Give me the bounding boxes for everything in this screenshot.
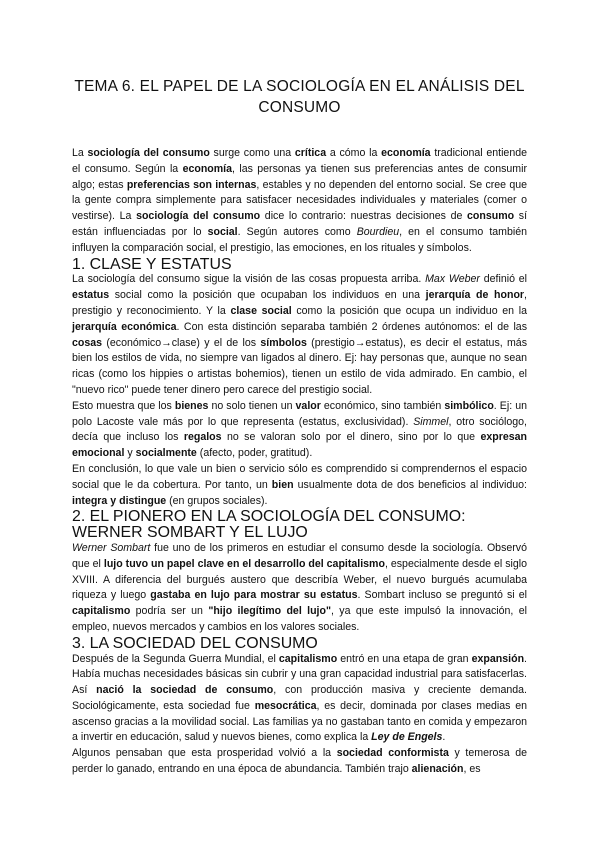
paragraph xyxy=(72,399,527,462)
bold-text: bien xyxy=(271,478,294,491)
bold-text: simbólico xyxy=(444,399,494,412)
bold-text: expresan emocional xyxy=(72,431,527,460)
bold-text: jerarquía de honor xyxy=(425,289,525,302)
paragraph xyxy=(72,462,527,509)
text-run: fue uno de los primeros en estudiar el consumo desde la sociología. Observó que el xyxy=(72,541,527,570)
text-run: a cómo la xyxy=(326,147,382,159)
text-run: , ya que este impulsó la innovación, el empleo, nuevos mercados y cambios en los valores sociales. xyxy=(72,605,527,633)
paragraph xyxy=(72,272,527,398)
text-run: podría ser un xyxy=(130,605,209,618)
bold-text: socialmente xyxy=(135,447,197,460)
bold-text: "hijo ilegítimo del lujo" xyxy=(208,605,331,618)
text-run: y temerosa de perder lo ganado, entrando en una época de abundancia. También trajo xyxy=(72,747,527,776)
bold-text: regalos xyxy=(183,431,222,444)
bold-text: gastaba en lujo para mostrar su estatus xyxy=(150,589,358,602)
text-run: , especialmente desde el siglo XVIII. A diferencia del burgués austero que describía Weber, el nuevo burgués acumulaba riqueza y luego xyxy=(72,557,527,602)
bold-text: economía xyxy=(381,147,431,159)
text-run: no se valoran solo por el dinero, sino por lo que xyxy=(221,431,481,444)
bold-text: capitalismo xyxy=(72,605,131,618)
section-heading xyxy=(72,636,527,652)
italic-text: Simmel xyxy=(413,415,449,428)
text-run: social como la posición que ocupaban los individuos en una xyxy=(109,289,426,302)
text-run: Después de la Segunda Guerra Mundial, el xyxy=(72,652,279,665)
text-run: , estables y no dependen del entorno social. Se cree que la gente compra simplemente para satisfacer necesidades individuales y materiales (comer o vestirse). La xyxy=(72,178,527,223)
bold-text: alienación xyxy=(411,763,464,776)
bold-text: bienes xyxy=(174,399,209,412)
bold-text: lujo tuvo un papel clave en el desarrollo del capitalismo xyxy=(103,557,385,570)
text-run: usualmente dota de dos beneficios al individuo: xyxy=(293,478,528,491)
bold-text: nació la sociedad de consumo xyxy=(96,684,274,697)
text-run: 3. LA SOCIEDAD DEL CONSUMO xyxy=(72,634,318,652)
page-title: TEMA 6. EL PAPEL DE LA SOCIOLOGÍA EN EL ANÁLISIS DEL CONSUMO xyxy=(74,78,525,116)
text-run: , es xyxy=(463,763,481,776)
text-run: . Según autores como xyxy=(237,225,357,238)
section-heading xyxy=(72,257,527,273)
italic-text: Max Weber xyxy=(425,273,480,286)
bold-text: mesocrática xyxy=(254,699,317,712)
bold-text: expansión xyxy=(471,652,525,665)
bold-text: jerarquía económica xyxy=(72,320,177,333)
bold-text: símbolos xyxy=(260,336,307,349)
bold-text: economía xyxy=(182,162,233,175)
text-run: como la posición que ocupa un individuo en la xyxy=(291,304,527,317)
paragraph xyxy=(72,652,527,747)
text-run: , otro sociólogo, decía que incluso los xyxy=(72,415,527,444)
text-run: (prestigio→estatus), es decir el estatus, más bien los estilos de vida, no siempre van ligados al dinero. Ej: hay personas que, aunque no sean ricas (como los hippies o artistas bohemios), tienen un estilo de vida admirado. En cambio, el "nuevo rico" puede tener dinero pero carece del prestigio social. xyxy=(72,336,527,396)
text-run: Algunos pensaban que esta prosperidad volvió a la xyxy=(72,747,337,760)
text-run: definió el xyxy=(479,273,528,286)
text-run: tradicional entiende el consumo. Según la xyxy=(72,147,528,175)
bold-text: Ley de Engels xyxy=(371,731,443,744)
text-run: y xyxy=(124,447,136,460)
text-run: . Con esta distinción separaba también 2 órdenes autónomos: el de las xyxy=(176,320,527,333)
text-run: no solo tienen un xyxy=(208,399,296,412)
text-run: La xyxy=(72,147,88,159)
italic-text: Werner Sombart xyxy=(72,541,151,554)
bold-text: sociedad conformista xyxy=(336,747,449,760)
text-run: , con producción masiva y creciente demanda. Sociológicamente, esta sociedad fue xyxy=(72,684,527,712)
bold-text: social xyxy=(207,225,238,238)
text-run: Esto muestra que los xyxy=(72,399,175,412)
text-run: , en el consumo también influyen la comparación social, el prestigio, las emociones, en los rituales y símbolos. xyxy=(72,225,528,254)
document-body xyxy=(72,146,527,778)
paragraph xyxy=(72,746,527,778)
text-run: . Había muchas necesidades básicas sin cubrir y una gran capacidad industrial para satisfacerlas. Así xyxy=(72,652,527,697)
bold-text: crítica xyxy=(294,147,327,159)
bold-text: capitalismo xyxy=(278,652,338,665)
text-run: La sociología del consumo sigue la visión de las cosas propuesta arriba. xyxy=(72,273,426,286)
text-run: , las personas ya tienen sus preferencias antes de consumir algo; estas xyxy=(72,162,527,191)
text-run: entró en una etapa de gran xyxy=(337,652,472,665)
bold-text: preferencias son internas xyxy=(126,178,257,191)
text-run: 2. EL PIONERO EN LA SOCIOLOGÍA DEL CONSUMO: WERNER SOMBART Y EL LUJO xyxy=(72,508,466,542)
bold-text: sociología del consumo xyxy=(136,210,261,223)
bold-text: clase social xyxy=(230,304,292,317)
bold-text: cosas xyxy=(72,336,103,349)
text-run: (afecto, poder, gratitud). xyxy=(196,447,313,460)
text-run: , es decir, dominada por clases medias en ascenso gracias a la movilidad social. Las familias ya no gastaban tanto en comida y empezaron a invertir en educación, salud y nuevos bienes, como explica la xyxy=(72,699,528,744)
section-heading xyxy=(72,509,527,541)
bold-text: integra y distingue xyxy=(72,494,167,507)
text-run: (en grupos sociales). xyxy=(166,494,268,507)
italic-text: Bourdieu xyxy=(356,225,400,238)
text-run: 1. CLASE Y ESTATUS xyxy=(72,255,232,273)
text-run: surge como una xyxy=(209,147,295,159)
text-run: sí están influenciadas por lo xyxy=(72,210,528,238)
bold-text: consumo xyxy=(467,210,515,223)
paragraph xyxy=(72,146,527,257)
text-run: . Sombart incluso se preguntó si el xyxy=(357,589,527,602)
paragraph xyxy=(72,541,527,636)
text-run: dice lo contrario: nuestras decisiones de xyxy=(260,210,468,223)
bold-text: sociología del consumo xyxy=(87,147,210,159)
text-run: (económico→clase) y el de los xyxy=(102,336,261,349)
bold-text: valor xyxy=(295,399,321,412)
bold-text: estatus xyxy=(72,289,110,302)
text-run: , prestigio y reconocimiento. Y la xyxy=(72,289,527,317)
text-run: económico, sino también xyxy=(320,399,445,412)
text-run: . Ej: un polo Lacoste vale más por lo que representa (estatus, exclusividad). xyxy=(72,399,527,428)
text-run: . xyxy=(442,731,446,744)
text-run: En conclusión, lo que vale un bien o servicio sólo es comprendido si comprendernos el espacio social que le da cobertura. Por tanto, un xyxy=(72,462,527,491)
